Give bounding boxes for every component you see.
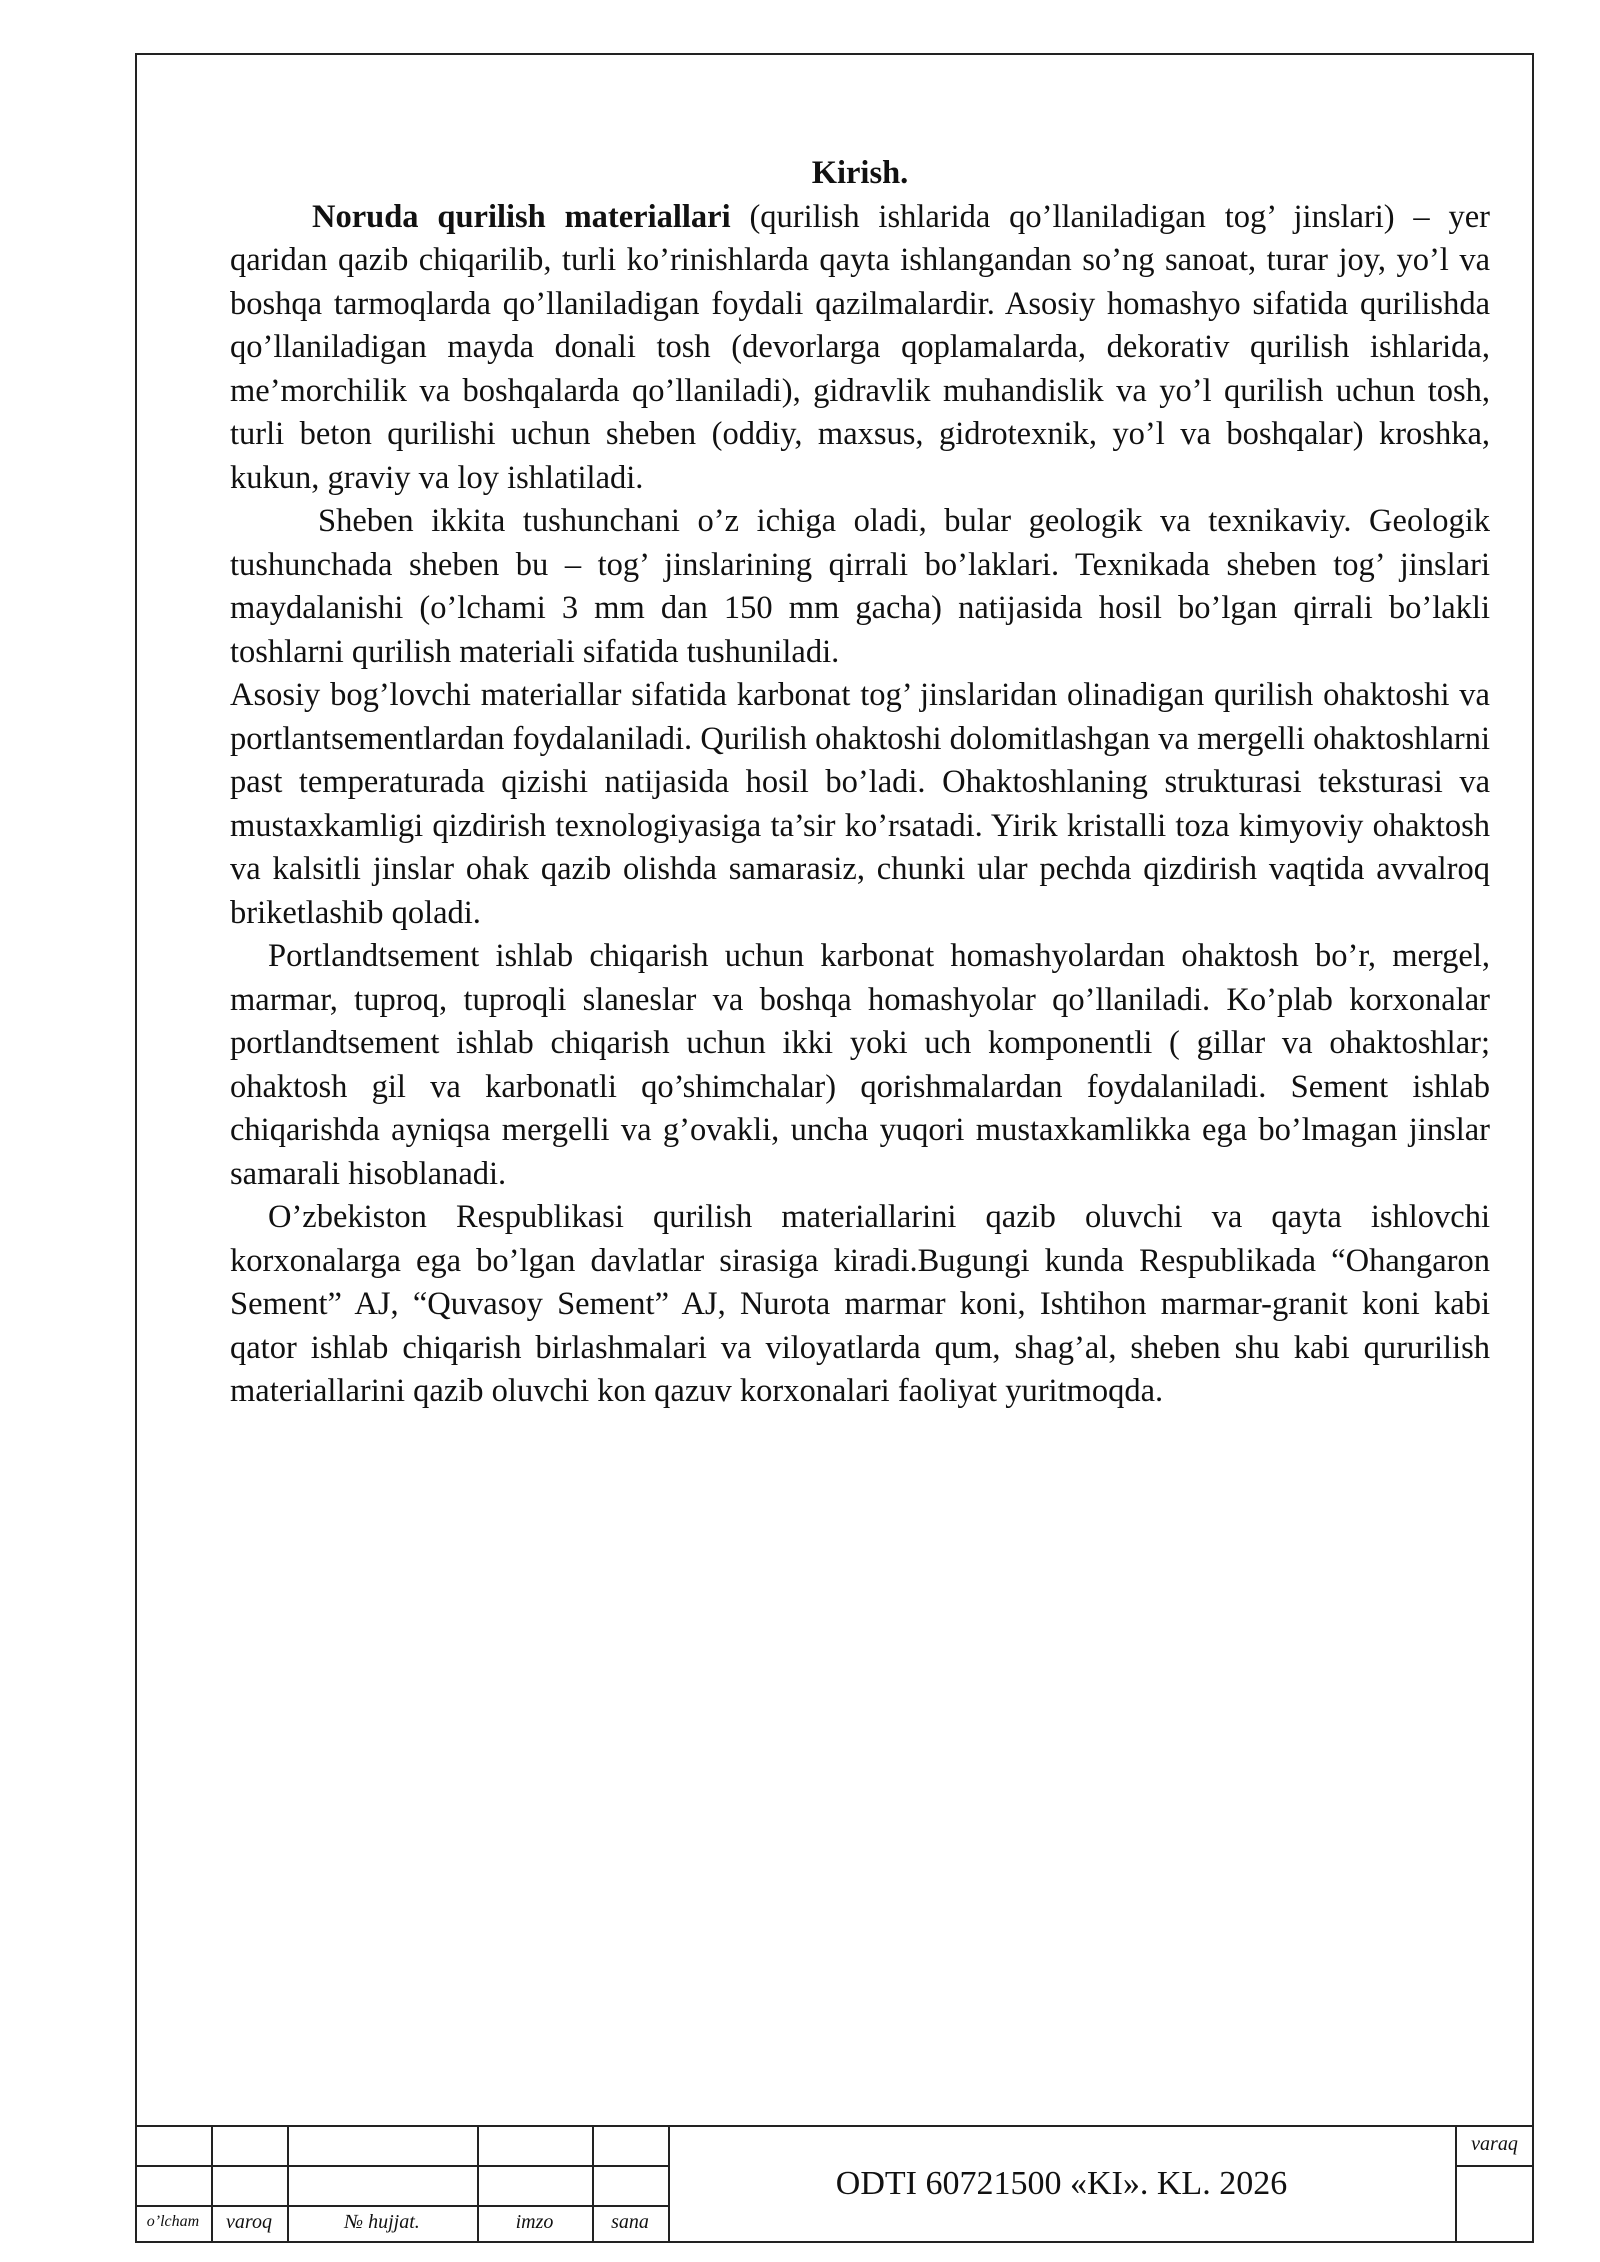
stamp-row-line — [135, 2165, 668, 2167]
document-code: ODTI 60721500 «KI». KL. 2026 — [835, 2165, 1288, 2202]
paragraph-3: Asosiy bog’lovchi materiallar sifatida karbonat tog’ jinslaridan olinadigan qurilish ohaktoshi va portlantsementlardan foydalaniladi. Qurilish ohaktoshi dolomitlashgan va mergelli ohaktoshlarni past temperaturada qizishi natijasida hosil bo’ladi. Ohaktoshlaning strukturasi teksturasi va mustaxkamligi qizdirish texnologiyasiga ta’sir ko’rsatadi. Yirik kristalli toza kimyoviy ohaktosh va kalsitli jinslar ohak qazib olishda samarasiz, chunki ular pechda qizdirish vaqtida avvalroq briketlashib qoladi. — [230, 677, 1490, 931]
document-body — [230, 152, 1490, 1414]
document-title: Kirish. — [811, 155, 909, 191]
paragraph-4: Portlandtsement ishlab chiqarish uchun karbonat homashyolardan ohaktosh bo’r, mergel, marmar, tuproq, tuproqli slaneslar va boshqa homashyolar qo’llaniladi. Ko’plab korxonalar portlandtsement ishlab chiqarish uchun ikki yoki uch komponentli ( gillar va ohaktoshlar; ohaktosh gil va karbonatli qo’shimchalar) qorishmalardan foydalaniladi. Sement ishlab chiqarishda ayniqsa mergelli va g’ovakli, uncha yuqori mustaxkamlikka ega bo’lmagan jinslar samarali hisoblanadi. — [230, 938, 1490, 1192]
label-olcham: o’lcham — [146, 2213, 200, 2230]
label-sheet: varaq — [1471, 2133, 1518, 2155]
label-imzo: imzo — [515, 2211, 554, 2233]
paragraph-1 — [230, 196, 1490, 501]
paragraph-1-lead: Noruda qurilish materiallari — [312, 198, 731, 235]
label-hujjat: № hujjat. — [344, 2211, 420, 2233]
paragraph-2: Sheben ikkita tushunchani o’z ichiga oladi, bular geologik va texnikaviy. Geologik tushunchada sheben bu – tog’ jinslarining qirrali bo’laklari. Texnikada sheben tog’ jinslari maydalanishi (o’lchami 3 mm dan 150 mm gacha) natijasida hosil bo’lgan qirrali bo’lakli toshlarni qurilish materiali sifatida tushuniladi. — [230, 503, 1490, 670]
label-sana: sana — [611, 2211, 649, 2233]
stamp-row-line — [1455, 2165, 1534, 2167]
paragraph-1-text: (qurilish ishlarida qo’llaniladigan tog’ jinslari) – yer qaridan qazib chiqarilib, turli ko’rinishlarda qayta ishlangandan so’ng sanoat, turar joy, yo’l va boshqa tarmoqlarda qo’llaniladigan foydali qazilmalardir. Asosiy homashyo sifatida qurilishda qo’llaniladigan mayda donali tosh (devorlarga qoplamalarda, dekorativ qurilish ishlarida, me’morchilik va boshqalarda qo’llaniladi), gidravlik muhandislik va yo’l qurilish uchun tosh, turli beton qurilishi uchun sheben (oddiy, maxsus, gidrotexnik, yo’l va boshqalar) kroshka, kukun, graviy va loy ishlatiladi. — [230, 198, 1490, 496]
paragraph-5: O’zbekiston Respublikasi qurilish materiallarini qazib oluvchi va qayta ishlovchi korxonalarga ega bo’lgan davlatlar sirasiga kiradi.Bugungi kunda Respublikada “Ohangaron Sement” AJ, “Quvasoy Sement” AJ, Nurota marmar koni, Ishtihon marmar-granit koni kabi qator ishlab chiqarish birlashmalari va viloyatlarda qum, shag’al, sheben shu kabi qururilish materiallarini qazib oluvchi kon qazuv korxonalari faoliyat yuritmoqda. — [230, 1199, 1490, 1409]
stamp-row-line — [135, 2205, 668, 2207]
label-varoq: varoq — [226, 2211, 272, 2233]
title-block-stamp — [135, 2125, 1534, 2243]
